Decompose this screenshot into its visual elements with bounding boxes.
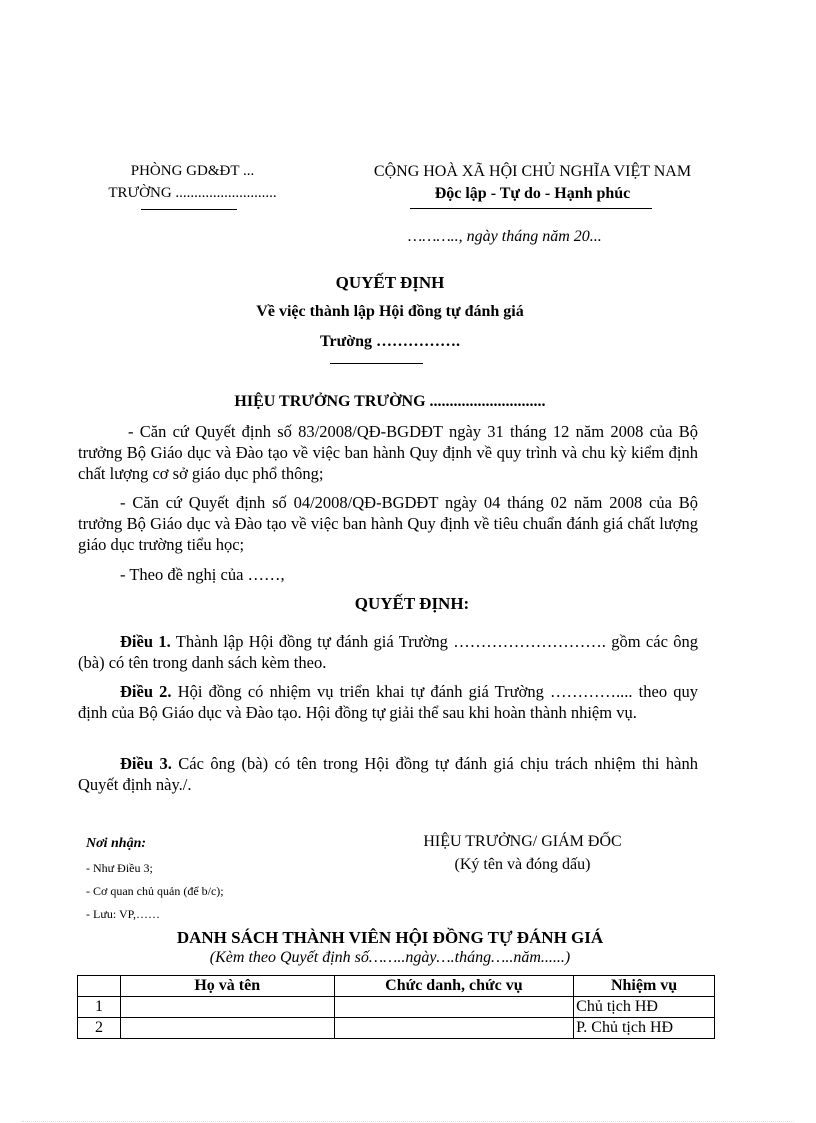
article-3 [78, 753, 698, 795]
article-2-text: Hội đồng có nhiệm vụ triển khai tự đánh giá Trường ………….... theo quy định của Bộ Giáo dục và Đào tạo. Hội đồng tự giải thể sau khi hoàn thành nhiệm vụ. [78, 682, 699, 722]
basis-3: - Theo đề nghị của ……, [120, 565, 285, 584]
basis-1: - Căn cứ Quyết định số 83/2008/QĐ-BGDĐT ngày 31 tháng 12 năm 2008 của Bộ trưởng Bộ Giáo dục và Đào tạo về việc ban hành Quy định về quy trình và chu kỳ kiểm định chất lượng cơ sở giáo dục phổ thông; [78, 422, 698, 483]
date-line: ……….., ngày tháng năm 20... [408, 228, 602, 245]
row-no: 1 [78, 997, 121, 1018]
motto-underline [410, 208, 652, 209]
member-list-subtitle: (Kèm theo Quyết định số……..ngày….tháng…..năm......) [209, 949, 571, 966]
title-underline [330, 363, 423, 364]
member-table-header [78, 976, 715, 997]
article-1 [78, 631, 698, 673]
basis-2: - Căn cứ Quyết định số 04/2008/QĐ-BGDĐT ngày 04 tháng 02 năm 2008 của Bộ trưởng Bộ Giáo dục và Đào tạo về việc ban hành Quy định về tiêu chuẩn đánh giá chất lượng giáo dục trường tiểu học; [78, 493, 698, 554]
member-table [77, 975, 715, 1039]
nation-name: CỘNG HOÀ XÃ HỘI CHỦ NGHĨA VIỆT NAM [373, 163, 692, 180]
recipient-item: - Lưu: VP,…… [86, 907, 160, 921]
row-duty: Chủ tịch HĐ [574, 997, 715, 1018]
col-position: Chức danh, chức vụ [334, 976, 574, 997]
page-bottom-edge [22, 1121, 794, 1122]
col-name: Họ và tên [120, 976, 334, 997]
article-2-label: Điều 2. [120, 682, 172, 701]
row-name [120, 1018, 334, 1039]
row-duty: P. Chủ tịch HĐ [574, 1018, 715, 1039]
signature-note: (Ký tên và đóng dấu) [454, 856, 591, 873]
table-row [78, 997, 715, 1018]
article-3-label: Điều 3. [120, 754, 172, 773]
table-row [78, 1018, 715, 1039]
article-1-text: Thành lập Hội đồng tự đánh giá Trường ………………………. gồm các ông (bà) có tên trong danh sách kèm theo. [78, 632, 698, 672]
national-motto: Độc lập - Tự do - Hạnh phúc [434, 185, 631, 202]
row-name [120, 997, 334, 1018]
article-2 [78, 681, 698, 723]
article-1-label: Điều 1. [120, 632, 171, 651]
recipient-item: - Như Điều 3; [86, 861, 153, 875]
col-no [78, 976, 121, 997]
col-duty: Nhiệm vụ [574, 976, 715, 997]
recipient-item: - Cơ quan chủ quản (để b/c); [86, 884, 224, 898]
issuer: HIỆU TRƯỞNG TRƯỜNG ............................. [234, 393, 546, 410]
school-name: TRƯỜNG ........................... [108, 185, 277, 201]
row-no: 2 [78, 1018, 121, 1039]
recipients-list [86, 857, 224, 926]
signature-title: HIỆU TRƯỞNG/ GIÁM ĐỐC [423, 833, 622, 850]
recipients-heading: Nơi nhận: [86, 836, 147, 851]
row-position [334, 1018, 574, 1039]
member-list-title: DANH SÁCH THÀNH VIÊN HỘI ĐỒNG TỰ ĐÁNH GIÁ [176, 928, 604, 947]
agency-name: PHÒNG GD&ĐT ... [130, 163, 255, 179]
agency-underline [141, 209, 237, 210]
row-position [334, 997, 574, 1018]
page-title: QUYẾT ĐỊNH [335, 273, 445, 292]
decision-subject: Về việc thành lập Hội đồng tự đánh giá [256, 303, 524, 320]
decision-heading: QUYẾT ĐỊNH: [354, 594, 470, 613]
decision-school: Trường ……………. [320, 333, 460, 350]
article-3-text: Các ông (bà) có tên trong Hội đồng tự đánh giá chịu trách nhiệm thi hành Quyết định này./. [78, 754, 699, 794]
